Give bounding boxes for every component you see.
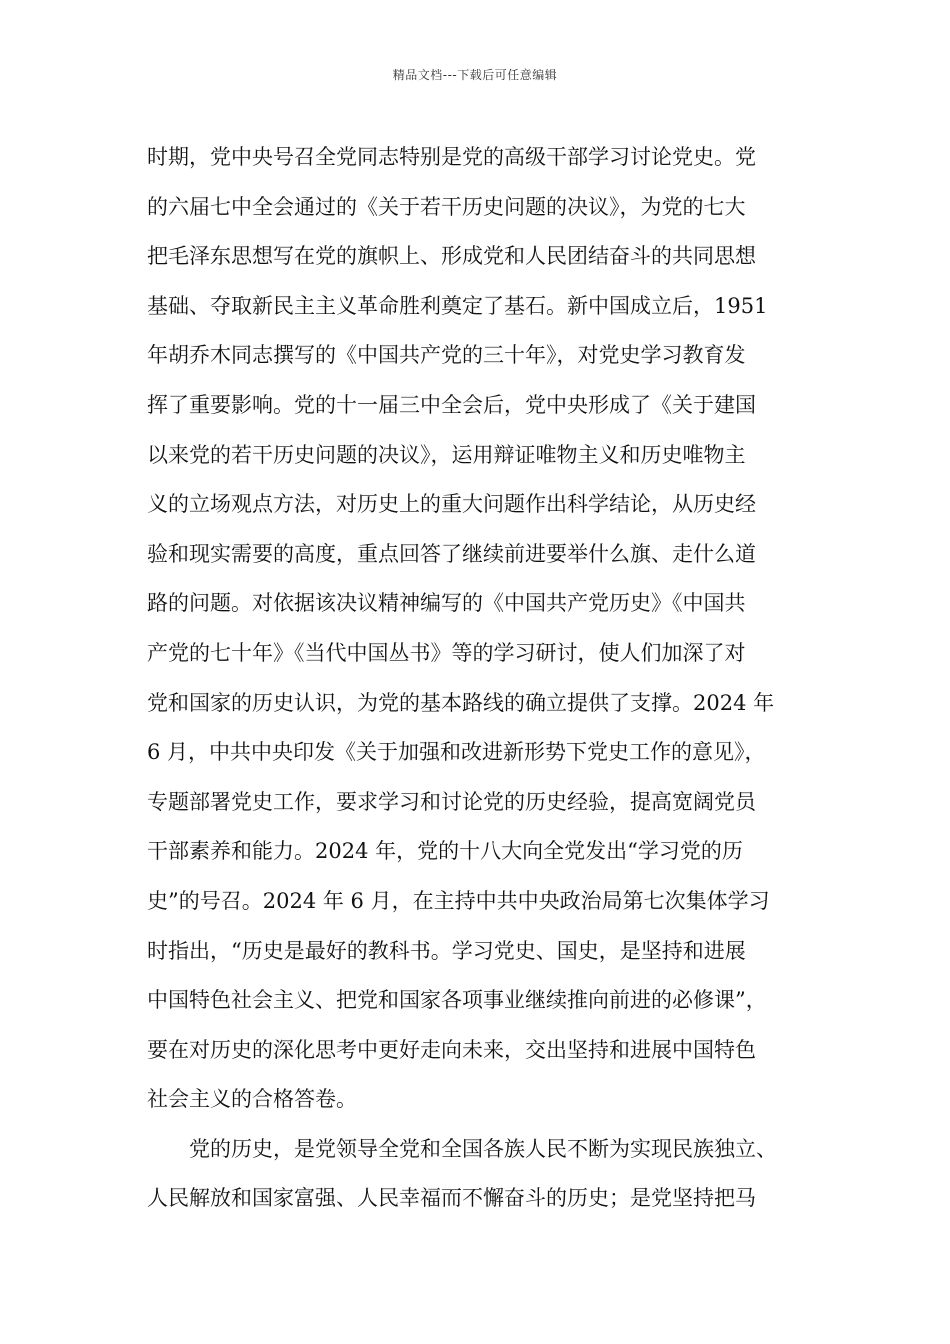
page-header: 精品文档---下载后可任意编辑	[392, 68, 558, 82]
text-line: 社会主义的合格答卷。	[147, 1087, 357, 1112]
text-line: 时指出，“历史是最好的教科书。学习党史、国史，是坚持和进展	[147, 938, 746, 963]
text-line: 专题部署党史工作，要求学习和讨论党的历史经验，提高宽阔党员	[147, 789, 756, 814]
text-line: 干部素养和能力。2024 年，党的十八大向全党发出“学习党的历	[147, 839, 743, 864]
text-line: 义的立场观点方法，对历史上的重大问题作出科学结论，从历史经	[147, 492, 756, 517]
paragraph-2	[147, 1125, 807, 1224]
text-line: 党和国家的历史认识，为党的基本路线的确立提供了支撑。2024 年	[147, 690, 775, 715]
text-line: 验和现实需要的高度，重点回答了继续前进要举什么旗、走什么道	[147, 541, 756, 566]
text-line: 挥了重要影响。党的十一届三中全会后，党中央形成了《关于建国	[147, 392, 756, 417]
text-line: 的六届七中全会通过的《关于若干历史问题的决议》，为党的七大	[147, 194, 746, 219]
paragraph-1	[147, 133, 807, 1125]
text-line: 产党的七十年》《当代中国丛书》等的学习研讨，使人们加深了对	[147, 640, 746, 665]
text-line: 时期，党中央号召全党同志特别是党的高级干部学习讨论党史。党	[147, 145, 756, 169]
text-line: 中国特色社会主义、把党和国家各项事业继续推向前进的必修课”，	[147, 988, 767, 1013]
text-line: 要在对历史的深化思考中更好走向未来，交出坚持和进展中国特色	[147, 1037, 756, 1062]
text-line: 年胡乔木同志撰写的《中国共产党的三十年》，对党史学习教育发	[147, 343, 746, 368]
text-line: 人民解放和国家富强、人民幸福而不懈奋斗的历史；是党坚持把马	[147, 1186, 756, 1211]
text-line: 史”的号召。2024 年 6 月，在主持中共中央政治局第七次集体学习	[147, 888, 770, 913]
text-line: 以来党的若干历史问题的决议》，运用辩证唯物主义和历史唯物主	[147, 442, 746, 467]
text-line: 6 月，中共中央印发《关于加强和改进新形势下党史工作的意见》，	[147, 740, 766, 765]
document-body	[147, 133, 807, 1224]
text-line: 路的问题。对依据该决议精神编写的《中国共产党历史》《中国共	[147, 591, 746, 616]
text-line: 基础、夺取新民主主义革命胜利奠定了基石。新中国成立后，1951	[147, 293, 768, 318]
text-line: 把毛泽东思想写在党的旗帜上、形成党和人民团结奋斗的共同思想	[147, 244, 756, 269]
text-line: 党的历史，是党领导全党和全国各族人民不断为实现民族独立、	[147, 1136, 777, 1161]
